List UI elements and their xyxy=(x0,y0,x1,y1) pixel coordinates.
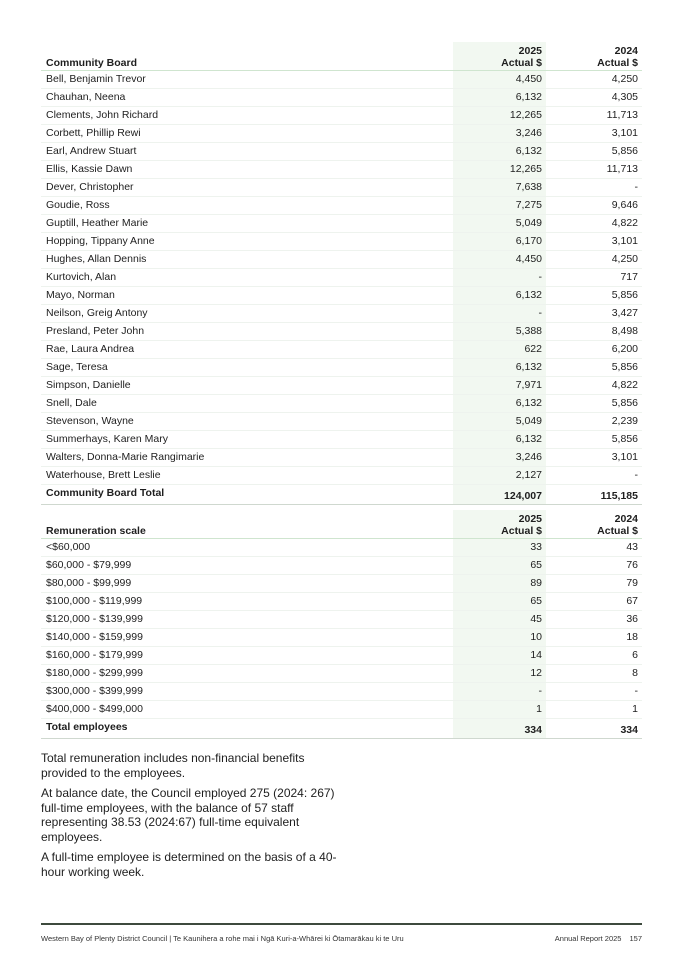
value-2025: 6,132 xyxy=(453,358,546,376)
value-2024: 5,856 xyxy=(546,430,642,448)
note-paragraph: Total remuneration includes non-financial benefits provided to the employees. xyxy=(41,751,305,780)
value-2025: 622 xyxy=(453,340,546,358)
table-row xyxy=(41,106,642,124)
value-2025: 4,450 xyxy=(453,250,546,268)
table-row xyxy=(41,250,642,268)
table-row xyxy=(41,178,642,196)
value-2025: 6,132 xyxy=(453,142,546,160)
row-label: Corbett, Phillip Rewi xyxy=(41,124,453,142)
value-2024: 4,822 xyxy=(546,214,642,232)
value-2024: - xyxy=(546,682,642,700)
value-2025: 12,265 xyxy=(453,160,546,178)
value-2025: 3,246 xyxy=(453,124,546,142)
table-row xyxy=(41,196,642,214)
table-row xyxy=(41,286,642,304)
row-label: Guptill, Heather Marie xyxy=(41,214,453,232)
value-2024: 5,856 xyxy=(546,142,642,160)
page-number: 157 xyxy=(629,934,642,943)
value-2024: 4,305 xyxy=(546,88,642,106)
table-row xyxy=(41,142,642,160)
value-2025: 14 xyxy=(453,646,546,664)
value-2025: 12,265 xyxy=(453,106,546,124)
row-label: Simpson, Danielle xyxy=(41,376,453,394)
note-paragraph: At balance date, the Council employed 275 (2024: 267) full-time employees, with the balance of 57 staff representing 38.53 (2024:67) full-time equivalent employees. xyxy=(41,786,335,844)
column-header-2024: 2024 Actual $ xyxy=(597,512,638,537)
total-2024: 334 xyxy=(546,718,642,738)
table-row xyxy=(41,682,642,700)
value-2024: 9,646 xyxy=(546,196,642,214)
row-label: $400,000 - $499,000 xyxy=(41,700,453,718)
value-2025: 3,246 xyxy=(453,448,546,466)
value-2024: - xyxy=(546,178,642,196)
row-label: $60,000 - $79,999 xyxy=(41,556,453,574)
row-label: Bell, Benjamin Trevor xyxy=(41,70,453,88)
row-label: Dever, Christopher xyxy=(41,178,453,196)
footer-report-info xyxy=(547,934,642,943)
table-row xyxy=(41,574,642,592)
table-row xyxy=(41,268,642,286)
footer-divider xyxy=(41,923,642,925)
table-row xyxy=(41,628,642,646)
value-2025: 6,132 xyxy=(453,394,546,412)
row-label: Goudie, Ross xyxy=(41,196,453,214)
value-2024: 5,856 xyxy=(546,286,642,304)
value-2025: 12 xyxy=(453,664,546,682)
row-label: Sage, Teresa xyxy=(41,358,453,376)
row-label: $300,000 - $399,999 xyxy=(41,682,453,700)
value-2024: 67 xyxy=(546,592,642,610)
value-2024: 6,200 xyxy=(546,340,642,358)
total-row xyxy=(41,718,642,738)
value-2025: 65 xyxy=(453,592,546,610)
table-header-row xyxy=(41,42,642,70)
value-2024: 1 xyxy=(546,700,642,718)
table-row xyxy=(41,214,642,232)
column-header-2024: 2024 Actual $ xyxy=(597,44,638,69)
total-label: Community Board Total xyxy=(41,484,453,504)
value-2025: 2,127 xyxy=(453,466,546,484)
table-row xyxy=(41,448,642,466)
total-label: Total employees xyxy=(41,718,453,738)
value-2025: 4,450 xyxy=(453,70,546,88)
value-2025: 5,049 xyxy=(453,412,546,430)
notes-section xyxy=(41,751,341,885)
value-2024: 6 xyxy=(546,646,642,664)
remuneration-scale-table xyxy=(41,510,642,739)
row-label: Hopping, Tippany Anne xyxy=(41,232,453,250)
table-row xyxy=(41,322,642,340)
row-label: Rae, Laura Andrea xyxy=(41,340,453,358)
row-label: $120,000 - $139,999 xyxy=(41,610,453,628)
value-2024: 79 xyxy=(546,574,642,592)
total-row xyxy=(41,484,642,504)
value-2025: - xyxy=(453,304,546,322)
value-2024: 4,250 xyxy=(546,250,642,268)
value-2024: 2,239 xyxy=(546,412,642,430)
value-2024: 8,498 xyxy=(546,322,642,340)
table-row xyxy=(41,124,642,142)
table-row xyxy=(41,304,642,322)
value-2024: 5,856 xyxy=(546,358,642,376)
row-label: Hughes, Allan Dennis xyxy=(41,250,453,268)
value-2024: 5,856 xyxy=(546,394,642,412)
column-header-2025: 2025 Actual $ xyxy=(453,510,546,538)
total-2024: 115,185 xyxy=(546,484,642,504)
column-header-2025: 2025 Actual $ xyxy=(453,42,546,70)
column-header-name: Community Board xyxy=(46,56,138,69)
row-label: Chauhan, Neena xyxy=(41,88,453,106)
table-row xyxy=(41,70,642,88)
table-row xyxy=(41,664,642,682)
value-2024: 717 xyxy=(546,268,642,286)
value-2025: 5,049 xyxy=(453,214,546,232)
value-2025: 7,275 xyxy=(453,196,546,214)
value-2024: 3,101 xyxy=(546,232,642,250)
footer-organisation: Western Bay of Plenty District Council | Te Kaunihera a rohe mai i Ngā Kuri-a-Whārei ki Ōtamarākau ki te Uru xyxy=(41,934,404,943)
row-label: $80,000 - $99,999 xyxy=(41,574,453,592)
table-header-row xyxy=(41,510,642,538)
value-2024: 3,101 xyxy=(546,124,642,142)
value-2024: 11,713 xyxy=(546,106,642,124)
value-2025: 45 xyxy=(453,610,546,628)
value-2025: 33 xyxy=(453,538,546,556)
row-label: Kurtovich, Alan xyxy=(41,268,453,286)
table-row xyxy=(41,610,642,628)
table-row xyxy=(41,592,642,610)
total-2025: 124,007 xyxy=(453,484,546,504)
value-2025: 6,132 xyxy=(453,88,546,106)
row-label: <$60,000 xyxy=(41,538,453,556)
footer-report-title: Annual Report 2025 xyxy=(554,934,622,943)
table-row xyxy=(41,466,642,484)
table-row xyxy=(41,88,642,106)
row-label: Walters, Donna-Marie Rangimarie xyxy=(41,448,453,466)
value-2025: 6,170 xyxy=(453,232,546,250)
table-row xyxy=(41,646,642,664)
value-2024: 18 xyxy=(546,628,642,646)
table-row xyxy=(41,340,642,358)
value-2025: - xyxy=(453,268,546,286)
value-2025: 7,971 xyxy=(453,376,546,394)
row-label: Clements, John Richard xyxy=(41,106,453,124)
value-2024: 3,101 xyxy=(546,448,642,466)
value-2024: 36 xyxy=(546,610,642,628)
table-row xyxy=(41,160,642,178)
table-row xyxy=(41,394,642,412)
row-label: $100,000 - $119,999 xyxy=(41,592,453,610)
total-2025: 334 xyxy=(453,718,546,738)
row-label: Summerhays, Karen Mary xyxy=(41,430,453,448)
value-2024: 4,250 xyxy=(546,70,642,88)
value-2024: 8 xyxy=(546,664,642,682)
row-label: Stevenson, Wayne xyxy=(41,412,453,430)
value-2024: 76 xyxy=(546,556,642,574)
row-label: $160,000 - $179,999 xyxy=(41,646,453,664)
row-label: $180,000 - $299,999 xyxy=(41,664,453,682)
value-2024: 11,713 xyxy=(546,160,642,178)
value-2025: 5,388 xyxy=(453,322,546,340)
value-2025: - xyxy=(453,682,546,700)
row-label: Mayo, Norman xyxy=(41,286,453,304)
column-header-name: Remuneration scale xyxy=(46,524,146,537)
row-label: Snell, Dale xyxy=(41,394,453,412)
value-2024: - xyxy=(546,466,642,484)
value-2025: 89 xyxy=(453,574,546,592)
table-row xyxy=(41,412,642,430)
value-2025: 7,638 xyxy=(453,178,546,196)
note-paragraph: A full-time employee is determined on the basis of a 40-hour working week. xyxy=(41,850,337,879)
table-row xyxy=(41,232,642,250)
table-row xyxy=(41,538,642,556)
value-2025: 6,132 xyxy=(453,430,546,448)
value-2024: 3,427 xyxy=(546,304,642,322)
row-label: Neilson, Greig Antony xyxy=(41,304,453,322)
row-label: Waterhouse, Brett Leslie xyxy=(41,466,453,484)
row-label: Ellis, Kassie Dawn xyxy=(41,160,453,178)
row-label: Presland, Peter John xyxy=(41,322,453,340)
table-row xyxy=(41,700,642,718)
row-label: $140,000 - $159,999 xyxy=(41,628,453,646)
value-2025: 65 xyxy=(453,556,546,574)
table-row xyxy=(41,376,642,394)
value-2024: 43 xyxy=(546,538,642,556)
table-row xyxy=(41,430,642,448)
value-2025: 10 xyxy=(453,628,546,646)
value-2025: 1 xyxy=(453,700,546,718)
row-label: Earl, Andrew Stuart xyxy=(41,142,453,160)
table-row xyxy=(41,556,642,574)
value-2025: 6,132 xyxy=(453,286,546,304)
table-row xyxy=(41,358,642,376)
value-2024: 4,822 xyxy=(546,376,642,394)
community-board-table xyxy=(41,42,642,505)
